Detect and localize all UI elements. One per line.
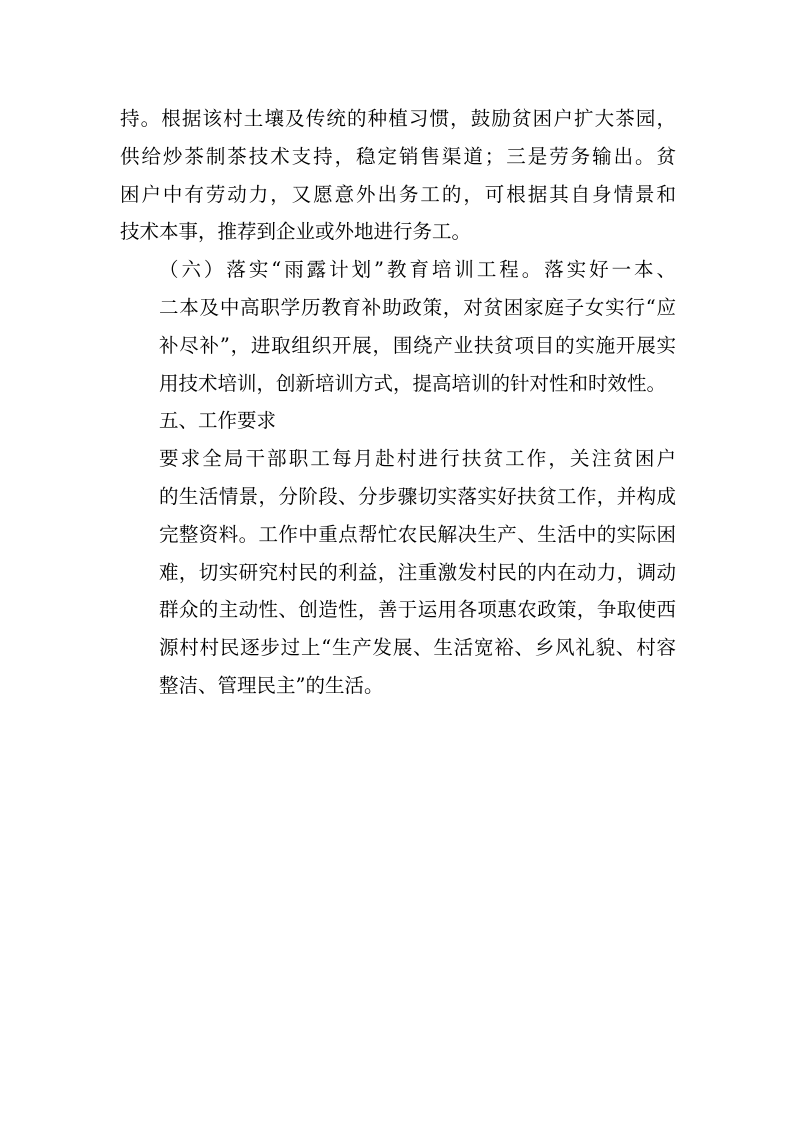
text-line: （六）落实“雨露计划”教育培训工程。落实好一本、 — [159, 258, 676, 282]
text-line: 二本及中高职学历教育补助政策，对贫困家庭子女实行“应 — [159, 295, 676, 319]
text-line: 的生活情景，分阶段、分步骤切实落实好扶贫工作，并构成 — [159, 484, 676, 508]
document-page — [120, 100, 676, 705]
text-line: 群众的主动性、创造性，善于运用各项惠农政策，争取使西 — [159, 598, 676, 622]
section-heading: 五、工作要求 — [159, 409, 277, 433]
text-line: 整洁、管理民主”的生活。 — [159, 673, 384, 697]
text-line: 持。根据该村土壤及传统的种植习惯，鼓励贫困户扩大茶园， — [120, 107, 676, 130]
section-heading-work-requirements — [120, 402, 676, 440]
text-line: 难，切实研究村民的利益，注重激发村民的内在动力，调动 — [159, 560, 676, 584]
text-line: 完整资料。工作中重点帮忙农民解决生产、生活中的实际困 — [159, 522, 676, 546]
text-line: 技术本事，推荐到企业或外地进行务工。 — [120, 220, 472, 244]
paragraph-work-requirements — [120, 440, 676, 705]
text-line: 补尽补”，进取组织开展，围绕产业扶贫项目的实施开展实 — [159, 333, 676, 357]
text-line: 用技术培训，创新培训方式，提高培训的针对性和时效性。 — [159, 371, 667, 395]
paragraph-labor-export — [120, 100, 676, 251]
text-line: 要求全局干部职工每月赴村进行扶贫工作，关注贫困户 — [159, 447, 676, 471]
paragraph-education-training — [120, 251, 676, 402]
text-line: 困户中有劳动力，又愿意外出务工的，可根据其自身情景和 — [120, 182, 676, 206]
text-line: 供给炒茶制茶技术支持，稳定销售渠道；三是劳务输出。贫 — [120, 144, 676, 168]
text-line: 源村村民逐步过上“生产发展、生活宽裕、乡风礼貌、村容 — [159, 636, 676, 660]
